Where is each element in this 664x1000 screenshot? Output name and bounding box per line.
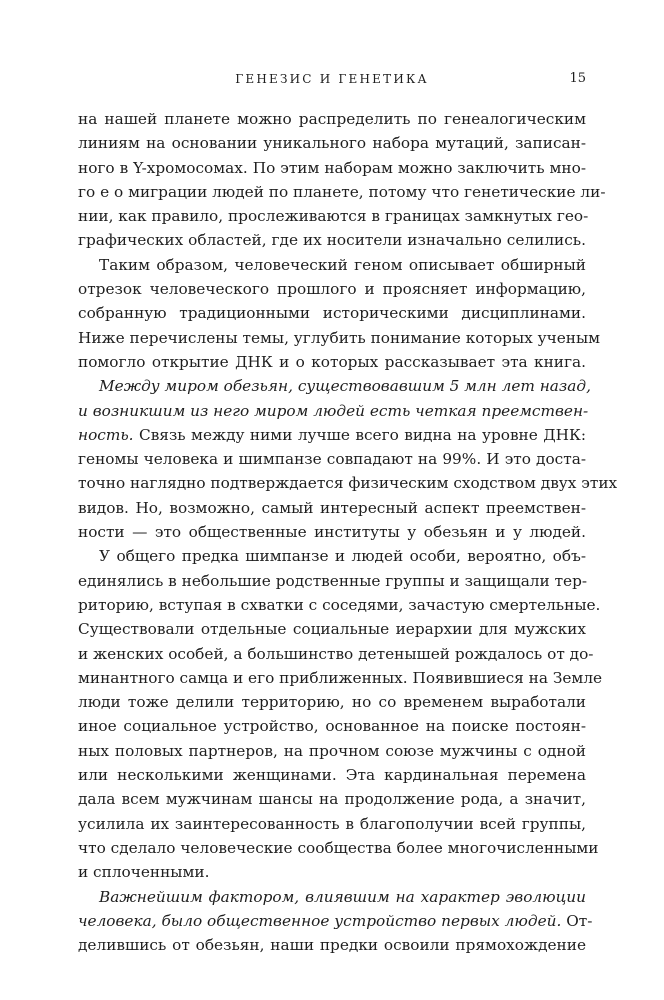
text-line: отрезок человеческого прошлого и проясняет информацию,	[78, 280, 586, 299]
text-line: иное социальное устройство, основанное на поиске постоян-	[78, 717, 586, 736]
text-line: У общего предка шимпанзе и людей особи, вероятно, объ-	[99, 547, 586, 566]
italic-phrase: Важнейшим фактором, влиявшим на характер эволюции	[99, 887, 586, 906]
text-line	[78, 909, 593, 933]
text-line: на нашей планете можно распределить по генеалогическим	[78, 110, 586, 128]
text-line: что сделало человеческие сообщества более многочисленными	[78, 838, 599, 857]
text-fragment: От-	[561, 911, 593, 930]
text-fragment: Связь между ними лучше всего видна на уровне ДНК:	[133, 425, 586, 444]
text-line: видов. Но, возможно, самый интересный аспект преемствен-	[78, 498, 586, 517]
running-title: ГЕНЕЗИС И ГЕНЕТИКА	[235, 72, 429, 86]
text-line: ности — это общественные институты у обезьян и у людей.	[78, 523, 586, 542]
text-line: и женских особей, а большинство детенышей рождалось от до-	[78, 644, 594, 663]
text-line	[78, 885, 586, 909]
text-line: помогло открытие ДНК и о которых рассказывает эта книга.	[78, 352, 586, 371]
text-line: делившись от обезьян, наши предки освоили прямохождение	[78, 936, 586, 955]
italic-phrase: человека, было общественное устройство первых людей.	[78, 911, 562, 930]
text-line: собранную традиционными историческими дисциплинами.	[78, 304, 586, 323]
text-line: люди тоже делили территорию, но со временем выработали	[78, 693, 586, 712]
page-number: 15	[569, 71, 586, 86]
text-line	[78, 374, 591, 398]
italic-phrase: ность.	[78, 425, 134, 444]
page-header	[78, 69, 586, 89]
text-line	[78, 423, 586, 447]
text-line: ного в Y-хромосомах. По этим наборам можно заключить мно-	[78, 158, 586, 177]
italic-phrase: Между миром обезьян, существовавшим 5 млн лет назад,	[99, 377, 591, 396]
text-line: или несколькими женщинами. Эта кардинальная перемена	[78, 766, 586, 785]
text-line: Существовали отдельные социальные иерархии для мужских	[78, 620, 586, 639]
text-line: графических областей, где их носители изначально селились.	[78, 231, 586, 250]
text-line: усилила их заинтересованность в благополучии всей группы,	[78, 814, 586, 833]
text-line: Ниже перечислены темы, углубить понимание которых ученым	[78, 328, 601, 347]
body-text	[78, 107, 618, 957]
text-line: дала всем мужчинам шансы на продолжение рода, а значит,	[78, 790, 586, 809]
text-line: единялись в небольшие родственные группы и защищали тер-	[78, 571, 588, 590]
text-line: точно наглядно подтверждается физическим сходством двух этих	[78, 474, 618, 493]
text-line: линиям на основании уникального набора мутаций, записан-	[78, 134, 586, 153]
text-line: нии, как правило, прослеживаются в границах замкнутых гео-	[78, 207, 589, 226]
text-line: минантного самца и его приближенных. Появившиеся на Земле	[78, 668, 603, 687]
text-line: геномы человека и шимпанзе совпадают на 99%. И это доста-	[78, 450, 586, 469]
italic-phrase: и возникшим из него миром людей есть четкая преемствен-	[78, 401, 589, 420]
text-line: ных половых партнеров, на прочном союзе мужчины с одной	[78, 741, 586, 760]
text-line	[78, 399, 589, 423]
text-line: Таким образом, человеческий геном описывает обширный	[99, 255, 586, 274]
text-line: и сплоченными.	[78, 863, 210, 882]
text-line: риторию, вступая в схватки с соседями, зачастую смертельные.	[78, 595, 601, 614]
text-line: го е о миграции людей по планете, потому что генетические ли-	[78, 182, 606, 201]
